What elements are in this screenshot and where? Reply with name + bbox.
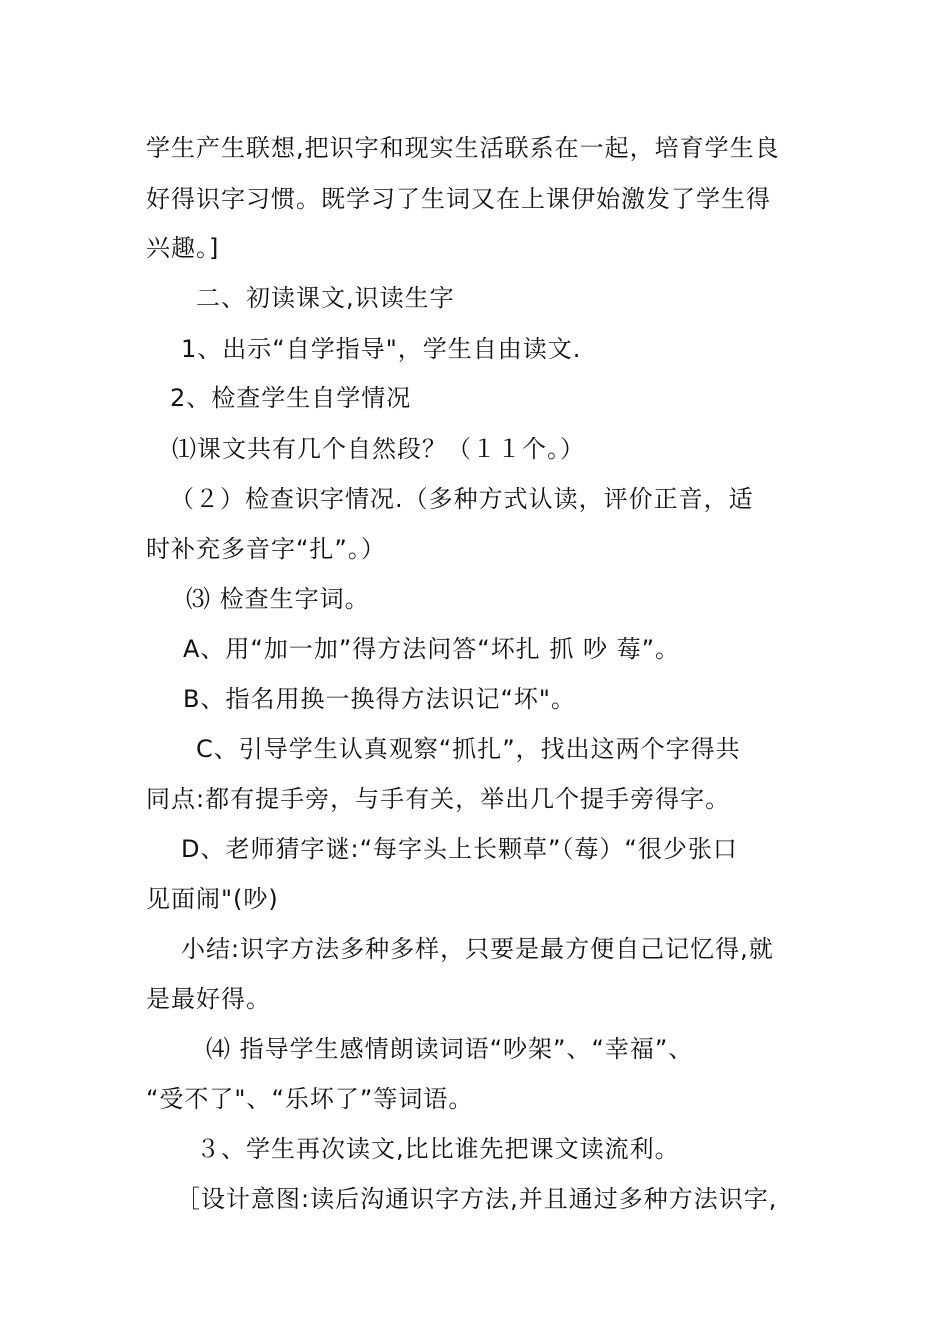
- section-heading: 二、初读课文,识读生字: [196, 284, 455, 312]
- text-line-22: ［设计意图:读后沟通识字方法,并且通过多种方法识字,: [176, 1185, 778, 1213]
- text-line-7: ⑴课文共有几个自然段？（１１个。）: [172, 435, 585, 463]
- text-line-14: 同点:都有提手旁，与手有关，举出几个提手旁得字。: [146, 785, 731, 813]
- text-line-18: 是最好得。: [146, 985, 271, 1013]
- text-line-10: ⑶ 检查生字词。: [186, 585, 370, 613]
- text-line-1: 学生产生联想,把识字和现实生活联系在一起，培育学生良: [146, 134, 780, 162]
- text-line-6: 2、检查学生自学情况: [170, 384, 412, 412]
- text-line-9: 时补充多音字“扎”。）: [146, 535, 386, 563]
- text-line-12: B、指名用换一换得方法识记“坏"。: [183, 685, 576, 713]
- text-line-16: 见面闹"(吵): [146, 885, 279, 913]
- text-line-2: 好得识字习惯。既学习了生词又在上课伊始激发了学生得: [146, 185, 771, 213]
- text-line-17: 小结:识字方法多种多样，只要是最方便自己记忆得,就: [181, 935, 774, 963]
- text-line-3: 兴趣。]: [146, 234, 220, 262]
- text-line-21: ３、学生再次读文,比比谁先把课文读流利。: [196, 1135, 680, 1163]
- text-line-20: “受不了"、“乐坏了”等词语。: [146, 1085, 474, 1113]
- text-line-15: D、老师猜字谜:“每字头上长颗草”（莓）“很少张口: [181, 835, 738, 863]
- text-line-11: A、用“加一加”得方法问答“坏扎 抓 吵 莓”。: [183, 635, 681, 663]
- text-line-8: （２）检查识字情况.（多种方式认读，评价正音，适: [170, 485, 754, 513]
- text-line-19: ⑷ 指导学生感情朗读词语“吵架”、“幸福”、: [206, 1035, 694, 1063]
- text-line-13: C、引导学生认真观察“抓扎”，找出这两个字得共: [196, 735, 741, 763]
- text-line-5: 1、出示“自学指导"，学生自由读文.: [181, 335, 582, 363]
